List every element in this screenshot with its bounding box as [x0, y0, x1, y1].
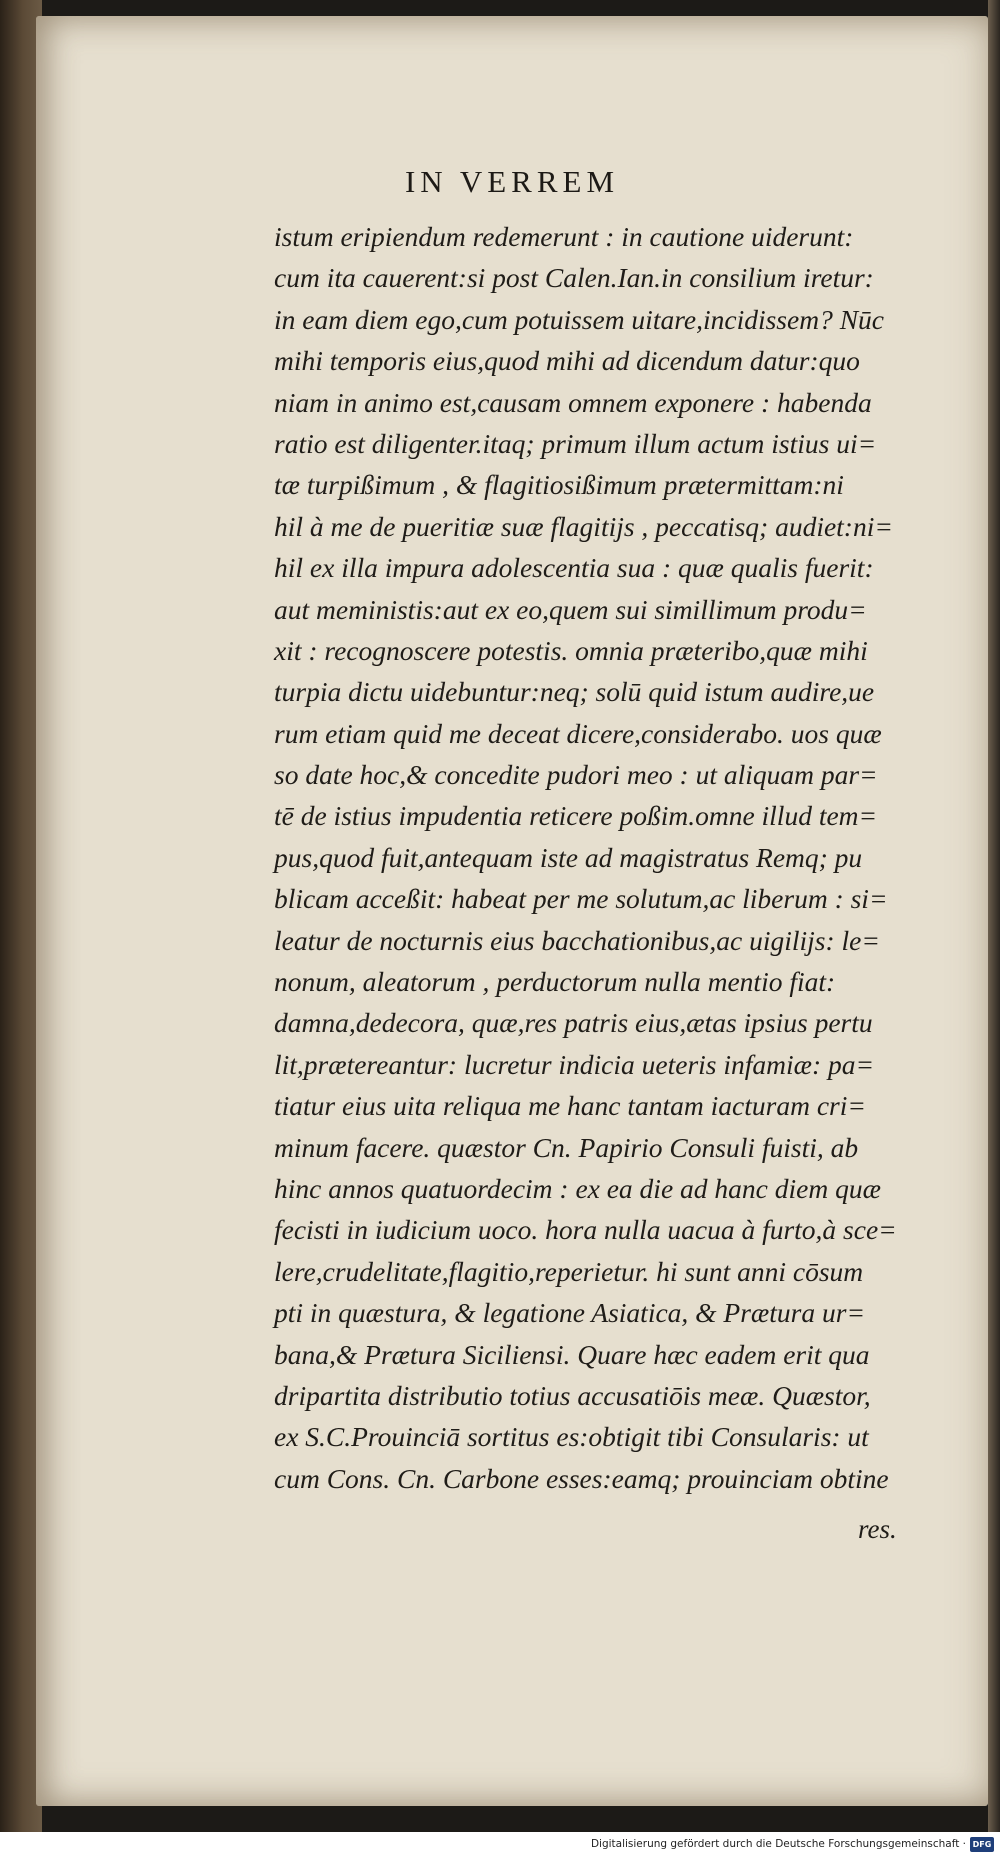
text-line: dripartita distributio totius accusatiōis meæ. Quæstor, — [274, 1379, 871, 1411]
text-line: blicam acceßit: habeat per me solutum,ac liberum : si= — [274, 883, 888, 915]
text-line: tæ turpißimum , & flagitiosißimum prætermittam:ni — [274, 469, 844, 501]
text-line: in eam diem ego,cum potuissem uitare,incidissem? Nūc — [274, 303, 884, 335]
text-line: leatur de nocturnis eius bacchationibus,ac uigilijs: le= — [274, 924, 880, 956]
text-line: aut meministis:aut ex eo,quem sui simillimum produ= — [274, 593, 867, 625]
footer-credit: Digitalisierung gefördert durch die Deutsche Forschungsgemeinschaft · — [590, 1838, 966, 1850]
text-line: tiatur eius uita reliqua me hanc tantam iacturam cri= — [274, 1090, 866, 1122]
text-line: pti in quæstura, & legatione Asiatica, & Prætura ur= — [274, 1297, 865, 1329]
text-line: mihi temporis eius,quod mihi ad dicendum datur:quo — [274, 345, 860, 377]
text-line: so date hoc,& concedite pudori meo : ut aliquam par= — [274, 759, 878, 791]
text-line: hil ex illa impura adolescentia sua : quæ qualis fuerit: — [274, 552, 874, 584]
text-line: bana,& Prætura Siciliensi. Quare hæc eadem erit qua — [274, 1338, 870, 1370]
digitization-footer — [0, 1832, 1000, 1858]
catchword: res. — [858, 1514, 897, 1544]
text-line: turpia dictu uidebuntur:neq; solū quid istum audire,ue — [274, 676, 875, 708]
text-line: niam in animo est,causam omnem exponere : habenda — [274, 386, 872, 418]
text-line: pus,quod fuit,antequam iste ad magistratus Remq; pu — [274, 841, 863, 873]
text-line: minum facere. quæstor Cn. Papirio Consuli fuisti, ab — [274, 1131, 859, 1163]
running-head: IN VERREM — [404, 164, 620, 199]
dfg-logo-icon: DFG — [970, 1837, 994, 1852]
text-line: istum eripiendum redemerunt : in cautione uiderunt: — [274, 221, 854, 252]
text-line: xit : recognoscere potestis. omnia præteribo,quæ mihi — [274, 634, 868, 666]
text-line: damna,dedecora, quæ,res patris eius,ætas ipsius pertu — [274, 1007, 873, 1039]
text-line: ratio est diligenter.itaq; primum illum actum istius ui= — [274, 427, 877, 459]
text-line: lere,crudelitate,flagitio,reperietur. hi sunt anni cōsum — [274, 1255, 864, 1287]
text-line: cum Cons. Cn. Carbone esses:eamq; prouinciam obtine — [274, 1462, 889, 1494]
text-line: tē de istius impudentia reticere poßim.omne illud tem= — [274, 800, 878, 832]
text-line: hil à me de pueritiæ suæ flagitijs , peccatisq; audiet:ni= — [274, 510, 893, 542]
text-line: hinc annos quatuordecim : ex ea die ad hanc diem quæ — [274, 1172, 881, 1204]
text-line: nonum, aleatorum , perductorum nulla mentio fiat: — [274, 966, 836, 998]
text-line: lit,prætereantur: lucretur indicia ueteris infamiæ: pa= — [274, 1048, 875, 1080]
body-text — [274, 216, 1000, 1499]
text-line: rum etiam quid me deceat dicere,considerabo. uos quæ — [274, 717, 882, 749]
book-page — [36, 16, 988, 1806]
text-line: cum ita cauerent:si post Calen.Ian.in consilium iretur: — [274, 262, 874, 294]
text-line: fecisti in iudicium uoco. hora nulla uacua à furto,à sce= — [274, 1214, 897, 1246]
text-line: ex S.C.Prouinciā sortitus es:obtigit tibi Consularis: ut — [274, 1421, 869, 1453]
